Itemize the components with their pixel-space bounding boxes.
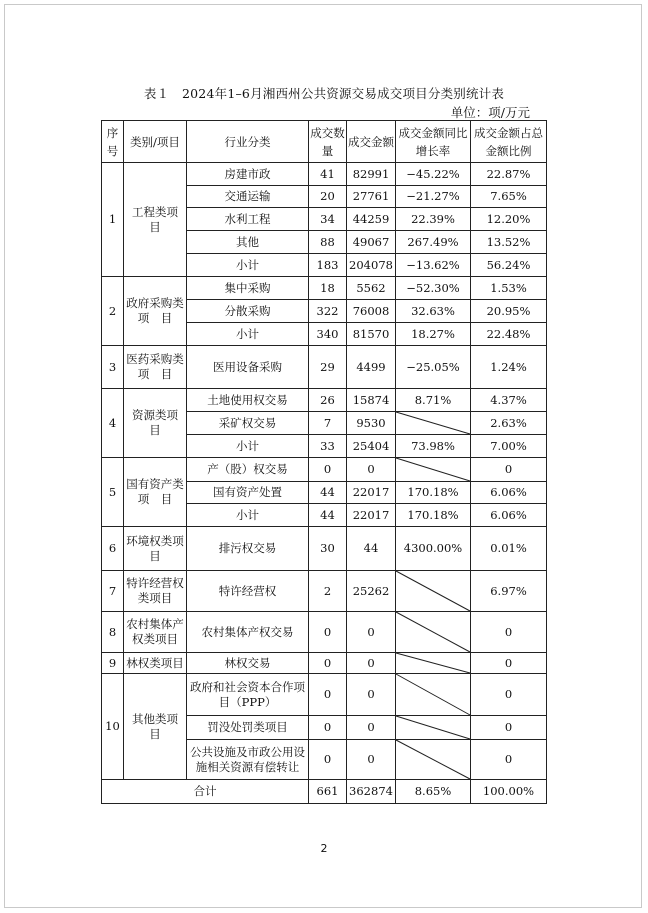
growth-cell	[396, 740, 471, 780]
table-row	[102, 346, 547, 389]
count-cell: 41	[309, 163, 347, 186]
growth-cell: −21.27%	[396, 186, 471, 208]
diagonal-slash	[396, 458, 470, 481]
diagonal-slash	[396, 612, 470, 652]
growth-cell	[396, 612, 471, 653]
growth-cell: 267.49%	[396, 231, 471, 254]
seq-cell: 1	[102, 163, 124, 277]
share-cell: 12.20%	[471, 208, 547, 231]
category-cell: 资源类项 目	[124, 389, 187, 458]
seq-cell: 7	[102, 571, 124, 612]
growth-cell: 170.18%	[396, 482, 471, 504]
industry-cell: 罚没处罚类项目	[187, 716, 309, 740]
seq-cell: 10	[102, 674, 124, 780]
amount-cell: 82991	[347, 163, 396, 186]
count-cell: 322	[309, 300, 347, 323]
industry-cell: 排污权交易	[187, 527, 309, 571]
growth-cell	[396, 653, 471, 674]
growth-cell	[396, 716, 471, 740]
count-cell: 34	[309, 208, 347, 231]
industry-cell: 采矿权交易	[187, 412, 309, 435]
seq-cell: 4	[102, 389, 124, 458]
table-title: 表１ 2024年1–6月湘西州公共资源交易成交项目分类别统计表	[143, 86, 505, 101]
page-number: 2	[320, 842, 328, 855]
category-cell: 工程类项 目	[124, 163, 187, 277]
amount-cell: 44	[347, 527, 396, 571]
growth-cell: −45.22%	[396, 163, 471, 186]
category-cell: 林权类项目	[124, 653, 187, 674]
industry-cell: 特许经营权	[187, 571, 309, 612]
share-cell: 4.37%	[471, 389, 547, 412]
count-cell: 30	[309, 527, 347, 571]
table-row	[102, 674, 547, 716]
count-cell: 0	[309, 458, 347, 482]
industry-cell: 水利工程	[187, 208, 309, 231]
header-category: 类别/项目	[124, 121, 187, 163]
header-industry: 行业分类	[187, 121, 309, 163]
share-cell: 0	[471, 740, 547, 780]
growth-cell: 22.39%	[396, 208, 471, 231]
industry-cell: 林权交易	[187, 653, 309, 674]
industry-cell: 小计	[187, 435, 309, 458]
seq-cell: 2	[102, 277, 124, 346]
count-cell: 0	[309, 740, 347, 780]
diagonal-slash	[396, 653, 470, 673]
count-cell: 44	[309, 504, 347, 527]
statistics-table	[101, 120, 547, 804]
share-cell: 0	[471, 458, 547, 482]
amount-cell: 0	[347, 674, 396, 716]
count-cell: 7	[309, 412, 347, 435]
growth-cell: 73.98%	[396, 435, 471, 458]
diagonal-slash	[396, 740, 470, 779]
share-cell: 0	[471, 653, 547, 674]
seq-cell: 8	[102, 612, 124, 653]
industry-cell: 产（股）权交易	[187, 458, 309, 482]
share-cell: 6.06%	[471, 504, 547, 527]
diagonal-slash	[396, 716, 470, 739]
count-cell: 0	[309, 612, 347, 653]
category-cell: 其他类项 目	[124, 674, 187, 780]
growth-cell: −52.30%	[396, 277, 471, 300]
industry-cell: 小计	[187, 323, 309, 346]
total-count: 661	[309, 780, 347, 804]
header-seq: 序号	[102, 121, 124, 163]
table-row	[102, 653, 547, 674]
share-cell: 22.48%	[471, 323, 547, 346]
amount-cell: 25404	[347, 435, 396, 458]
diagonal-slash	[396, 571, 470, 611]
count-cell: 20	[309, 186, 347, 208]
industry-cell: 农村集体产权交易	[187, 612, 309, 653]
table-row	[102, 277, 547, 300]
category-cell: 医药采购类项 目	[124, 346, 187, 389]
share-cell: 56.24%	[471, 254, 547, 277]
count-cell: 0	[309, 653, 347, 674]
industry-cell: 房建市政	[187, 163, 309, 186]
seq-cell: 6	[102, 527, 124, 571]
share-cell: 0	[471, 612, 547, 653]
share-cell: 22.87%	[471, 163, 547, 186]
share-cell: 1.24%	[471, 346, 547, 389]
amount-cell: 0	[347, 740, 396, 780]
industry-cell: 小计	[187, 254, 309, 277]
amount-cell: 0	[347, 716, 396, 740]
amount-cell: 204078	[347, 254, 396, 277]
share-cell: 20.95%	[471, 300, 547, 323]
unit-label: 单位：项/万元	[450, 105, 530, 120]
header-amount: 成交金额	[347, 121, 396, 163]
industry-cell: 医用设备采购	[187, 346, 309, 389]
industry-cell: 其他	[187, 231, 309, 254]
growth-cell: 4300.00%	[396, 527, 471, 571]
diagonal-slash	[396, 674, 470, 715]
category-cell: 政府采购类项 目	[124, 277, 187, 346]
count-cell: 0	[309, 674, 347, 716]
category-cell: 环境权类项 目	[124, 527, 187, 571]
amount-cell: 81570	[347, 323, 396, 346]
amount-cell: 76008	[347, 300, 396, 323]
growth-cell	[396, 571, 471, 612]
growth-cell: 8.71%	[396, 389, 471, 412]
growth-cell: 18.27%	[396, 323, 471, 346]
amount-cell: 22017	[347, 504, 396, 527]
share-cell: 13.52%	[471, 231, 547, 254]
count-cell: 29	[309, 346, 347, 389]
amount-cell: 5562	[347, 277, 396, 300]
table-row	[102, 527, 547, 571]
count-cell: 183	[309, 254, 347, 277]
count-cell: 88	[309, 231, 347, 254]
category-cell: 国有资产类项 目	[124, 458, 187, 527]
table-row	[102, 612, 547, 653]
industry-cell: 交通运输	[187, 186, 309, 208]
header-row	[102, 121, 547, 163]
growth-cell	[396, 412, 471, 435]
amount-cell: 15874	[347, 389, 396, 412]
header-count: 成交数量	[309, 121, 347, 163]
amount-cell: 0	[347, 612, 396, 653]
growth-cell: −13.62%	[396, 254, 471, 277]
share-cell: 1.53%	[471, 277, 547, 300]
industry-cell: 小计	[187, 504, 309, 527]
share-cell: 2.63%	[471, 412, 547, 435]
amount-cell: 9530	[347, 412, 396, 435]
share-cell: 6.97%	[471, 571, 547, 612]
count-cell: 340	[309, 323, 347, 346]
diagonal-slash	[396, 412, 470, 434]
count-cell: 44	[309, 482, 347, 504]
amount-cell: 27761	[347, 186, 396, 208]
share-cell: 0	[471, 716, 547, 740]
share-cell: 6.06%	[471, 482, 547, 504]
table-row	[102, 571, 547, 612]
count-cell: 0	[309, 716, 347, 740]
share-cell: 7.65%	[471, 186, 547, 208]
industry-cell: 国有资产处置	[187, 482, 309, 504]
growth-cell	[396, 458, 471, 482]
seq-cell: 5	[102, 458, 124, 527]
total-row	[102, 780, 547, 804]
total-share: 100.00%	[471, 780, 547, 804]
category-cell: 特许经营权类项目	[124, 571, 187, 612]
seq-cell: 9	[102, 653, 124, 674]
amount-cell: 44259	[347, 208, 396, 231]
header-share: 成交金额占总金额比例	[471, 121, 547, 163]
total-label: 合计	[102, 780, 309, 804]
growth-cell: −25.05%	[396, 346, 471, 389]
growth-cell: 170.18%	[396, 504, 471, 527]
industry-cell: 政府和社会资本合作项目（PPP）	[187, 674, 309, 716]
count-cell: 26	[309, 389, 347, 412]
amount-cell: 0	[347, 653, 396, 674]
count-cell: 2	[309, 571, 347, 612]
category-cell: 农村集体产权类项目	[124, 612, 187, 653]
table-row	[102, 458, 547, 482]
seq-cell: 3	[102, 346, 124, 389]
table-row	[102, 389, 547, 412]
count-cell: 18	[309, 277, 347, 300]
header-growth: 成交金额同比增长率	[396, 121, 471, 163]
industry-cell: 集中采购	[187, 277, 309, 300]
growth-cell: 32.63%	[396, 300, 471, 323]
share-cell: 0	[471, 674, 547, 716]
share-cell: 7.00%	[471, 435, 547, 458]
growth-cell	[396, 674, 471, 716]
table-row	[102, 163, 547, 186]
total-growth: 8.65%	[396, 780, 471, 804]
share-cell: 0.01%	[471, 527, 547, 571]
industry-cell: 分散采购	[187, 300, 309, 323]
amount-cell: 49067	[347, 231, 396, 254]
amount-cell: 4499	[347, 346, 396, 389]
amount-cell: 25262	[347, 571, 396, 612]
amount-cell: 22017	[347, 482, 396, 504]
industry-cell: 土地使用权交易	[187, 389, 309, 412]
amount-cell: 0	[347, 458, 396, 482]
total-amount: 362874	[347, 780, 396, 804]
industry-cell: 公共设施及市政公用设施相关资源有偿转让	[187, 740, 309, 780]
count-cell: 33	[309, 435, 347, 458]
